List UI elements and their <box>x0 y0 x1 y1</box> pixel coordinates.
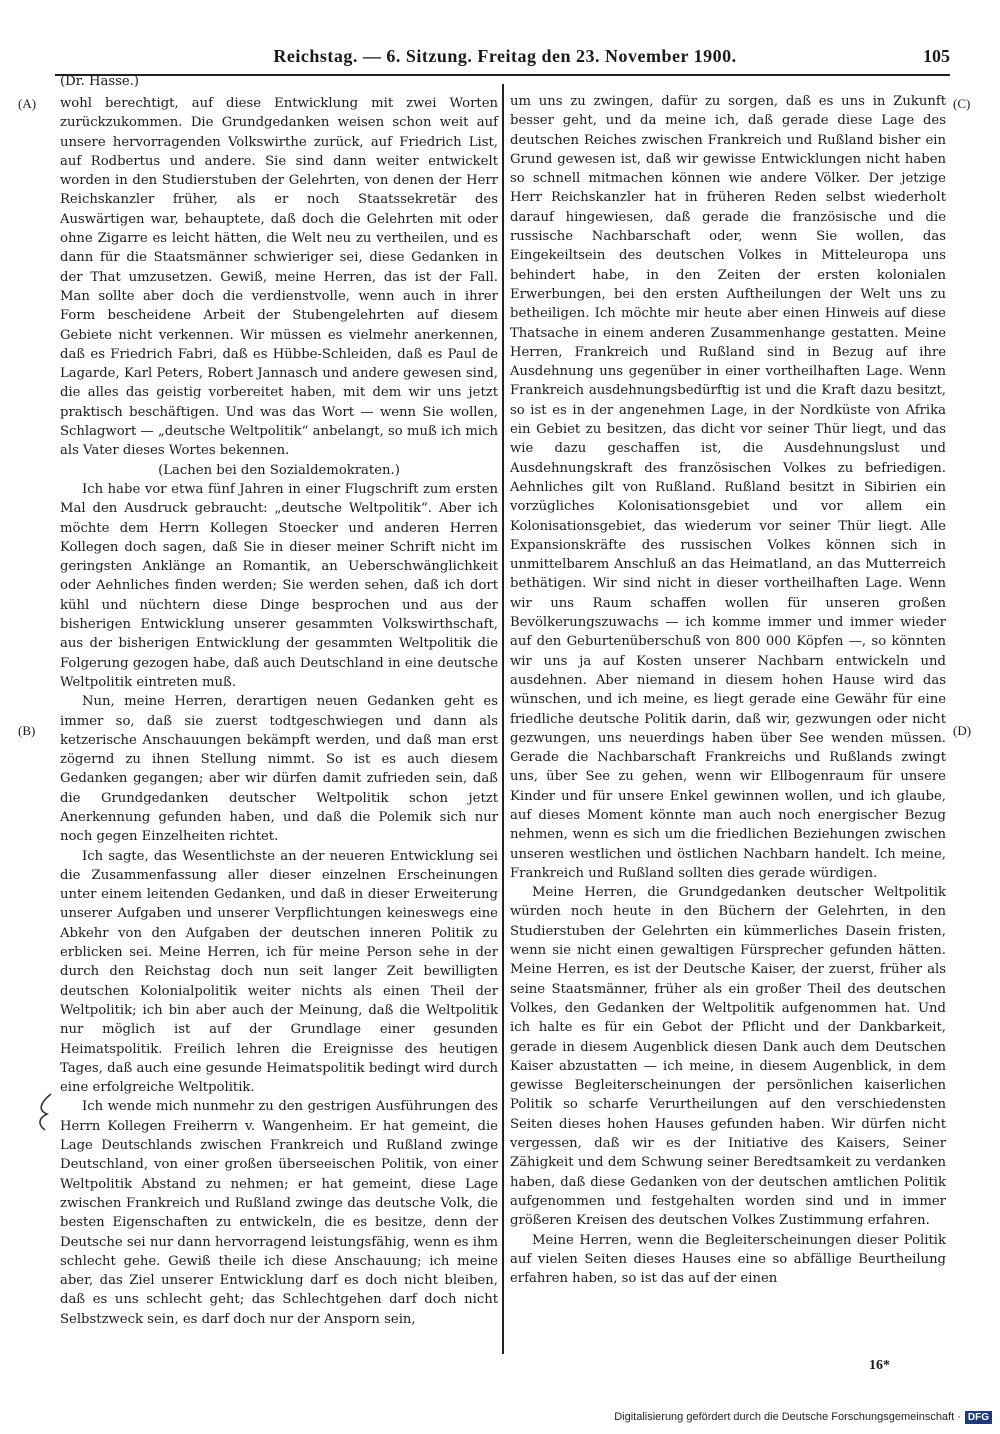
footer-text: Digitalisierung gefördert durch die Deutsche Forschungsgemeinschaft · <box>614 1411 961 1423</box>
signature-mark: 16* <box>869 1358 890 1373</box>
dfg-logo: DFG <box>965 1411 992 1424</box>
paragraph: Ich habe vor etwa fünf Jahren in einer Flugschrift zum ersten Mal den Ausdruck gebraucht: „deutsche Weltpolitik“. Aber ich möchte dem Herrn Kollegen Stoecker und anderen Herren Kollegen doch sagen, daß Sie in dieser meiner Schrift nicht im geringsten Anklänge an Romantik, an Ueberschwänglichkeit oder Aehnliches finden werden; Sie werden sehen, daß ich dort kühl und nüchtern diese Dinge besprochen und aus der bisherigen Entwicklung unserer gesammten Volkswirthschaft, aus der bisherigen Entwicklung der gesammten Weltpolitik die Folgerung gezogen habe, daß auch Deutschland in eine deutsche Weltpolitik eintreten muß. <box>60 481 498 690</box>
header-rule <box>55 74 950 76</box>
paragraph: um uns zu zwingen, dafür zu sorgen, daß es uns in Zukunft besser geht, und da meine ich, daß gerade diese Lage des deutschen Reiches zwischen Frankreich und Rußland bisher ein Grund gewesen ist, daß wir gewisse Entwicklungen nicht haben so schnell mitmachen können wie andere Völker. Der jetzige Herr Reichskanzler hat in früheren Reden selbst wiederholt darauf hingewiesen, daß gerade die französische und die russische Nachbarschaft oder, wenn Sie wollen, das Eingekeiltsein des deutschen Volkes in Mitteleuropa uns behindert habe, in den Zeiten der ersten kolonialen Erwerbungen, bei den ersten Auftheilungen der Welt uns zu betheiligen. Ich möchte mir heute aber einen Hinweis auf diese Thatsache in einem anderen Zusammenhange gestatten. Meine Herren, Frankreich und Rußland sind in Bezug auf ihre Ausdehnung uns gegenüber in einer vortheilhaften Lage. Wenn Frankreich ausdehnungsbedürftig ist und die Kraft dazu besitzt, so ist es in der angenehmen Lage, in der Nordküste von Afrika ein Gebiet zu besitzen, das dicht vor seiner Thür liegt, und das wie dazu geschaffen ist, die Ausdehnungslust und Ausdehnungskraft des französischen Volkes zu befriedigen. Aehnliches gilt von Rußland. Rußland besitzt in Sibirien ein vorzügliches Kolonisationsgebiet und vor allem ein Kolonisationsgebiet, das wiederum vor seiner Thür liegt. Alle Expansionskräfte des russischen Volkes können sich in unmittelbarem Anschluß an das Heimatland, an das Mutterreich bethätigen. Wir sind nicht in dieser vortheilhaften Lage. Wenn wir uns Raum schaffen wollen für unseren großen Bevölkerungszuwachs — ich komme immer und immer wieder auf den Geburtenüberschuß von 800 000 Köpfen —, so könnten wir uns ja auf Kosten unserer Nachbarn entwickeln und ausdehnen. Aber niemand in diesem hohen Hause wird das wünschen, und ich meine, es liegt gerade eine Gewähr für eine friedliche deutsche Politik darin, daß wir, gezwungen oder nicht gezwungen, uns neuerdings haben über See wenden müssen. Gerade die Nachbarschaft Frankreichs und Rußlands zwingt uns, über See zu gehen, wenn wir Ellbogenraum für unsere Kinder und für unsere Enkel gewinnen wollen, und ich glaube, auf dieses Moment könnte man auch noch energischer Bezug nehmen, wenn es sich um die friedlichen Beziehungen zwischen unseren westlichen und östlichen Nachbarn handelt. Ich meine, Frankreich und Rußland sollten dies gerade würdigen. <box>510 94 946 881</box>
margin-marker-b: (B) <box>18 723 36 738</box>
paragraph: wohl berechtigt, auf diese Entwicklung mit zwei Worten zurückzukommen. Die Grundgedanken weisen schon weit auf unsere hervorragenden Volkswirthe zurück, auf Friedrich List, auf Rodbertus und andere. Sie sind dann weiter entwickelt worden in den Studierstuben der Gelehrten, von denen der Herr Reichskanzler früher, als er noch Staatssekretär des Auswärtigen war, behauptete, daß doch die Gelehrten mit oder ohne Zigarre es leicht hätten, die Welt neu zu vertheilen, und es dann für die Staatsmänner schwieriger sei, diese Gedanken in der That umzusetzen. Gewiß, meine Herren, das ist der Fall. Man sollte aber doch die verdienstvolle, wenn auch in ihrer Form bescheidene Arbeit der Stubengelehrten auf diesem Gebiete nicht verkennen. Wir müssen es vielmehr anerkennen, daß es Friedrich Fabri, daß es Hübbe-Schleiden, daß es Paul de Lagarde, Karl Peters, Robert Jannasch und andere gewesen sind, die alles das geistig vorbereitet haben, mit dem wir uns jetzt praktisch beschäftigen. Und was das Wort — wenn Sie wollen, Schlagwort — „deutsche Weltpolitik“ anbelangt, so muß ich mich als Vater dieses Wortes bekennen. <box>60 96 498 459</box>
paragraph: Ich sagte, das Wesentlichste an der neueren Entwicklung sei die Zusammenfassung aller dieser einzelnen Erscheinungen unter einem leitenden Gedanken, und daß in dieser Erweiterung unserer Aufgaben und unserer Verpflichtungen keineswegs eine Abkehr von den Aufgaben der deutschen inneren Politik zu erblicken sei. Meine Herren, ich für meine Person sehe in der durch den Reichstag doch nun seit langer Zeit bewilligten deutschen Kolonialpolitik weiter nichts als einen Theil der Weltpolitik; ich bin aber auch der Meinung, daß die Weltpolitik nur möglich ist auf der Grundlage einer gesunden Heimatspolitik. Freilich lehren die Ereignisse des heutigen Tages, daß auch eine gesunde Heimatspolitik bedingt wird durch eine erfolgreiche Weltpolitik. <box>60 848 498 1096</box>
running-title: Reichstag. — 6. Sitzung. Freitag den 23. November 1900. <box>273 46 737 66</box>
footer-credit <box>614 1411 992 1424</box>
margin-marker-c: (C) <box>953 96 971 111</box>
column-divider <box>502 84 504 1354</box>
paragraph: Meine Herren, wenn die Begleiterscheinungen dieser Politik auf vielen Seiten dieses Hauses eine so abfällige Beurtheilung erfahren haben, so ist das auf der einen <box>510 1232 946 1287</box>
margin-marker-a: (A) <box>18 96 37 111</box>
margin-marker-d: (D) <box>953 723 972 738</box>
pencil-margin-mark <box>33 1092 55 1132</box>
paragraph: Meine Herren, die Grundgedanken deutscher Weltpolitik würden noch heute in den Büchern der Gelehrten, in den Studierstuben der Gelehrten ein kümmerliches Dasein fristen, wenn sie nicht einen gewaltigen Fürsprecher gefunden hätten. Meine Herren, es ist der Deutsche Kaiser, der zuerst, früher als seine Staatsmänner, früher als ein großer Theil des deutschen Volkes, den Gedanken der Weltpolitik aufgenommen hat. Und ich halte es für ein Gebot der Pflicht und der Dankbarkeit, gerade in diesem Augenblick diesen Dank auch dem Deutschen Kaiser abzustatten — ich meine, in diesem Augenblick, in dem gewisse Begleiterscheinungen der persönlichen kaiserlichen Politik so scharfe Verurtheilungen auf den verschiedensten Seiten dieses hohen Hauses gefunden haben. Wir dürfen nicht vergessen, daß wir es der Initiative des Kaisers, Seiner Zähigkeit und dem Schwung seiner Beredtsamkeit zu verdanken haben, daß diese Gedanken von der deutschen amtlichen Politik aufgenommen und festgehalten worden sind und in immer größeren Kreisen des deutschen Volkes Zustimmung erfahren. <box>510 885 946 1229</box>
interjection: (Lachen bei den Sozialdemokraten.) <box>158 462 400 478</box>
paragraph: Ich wende mich nunmehr zu den gestrigen Ausführungen des Herrn Kollegen Freiherrn v. Wangenheim. Er hat gemeint, die Lage Deutschlands zwischen Frankreich und Rußland zwinge Deutschland, von einer großen überseeischen Politik, von einer Weltpolitik Abstand zu nehmen; er hat gemeint, diese Lage zwischen Frankreich und Rußland zwinge das deutsche Volk, die besten Eigenschaften zu entwickeln, die es besitze, denn der Deutsche sei nur dann hervorragend leistungsfähig, wenn es ihm schlecht gehe. Gewiß theile ich diese Anschauung; ich meine aber, das Ziel unserer Entwicklung darf es doch nicht bleiben, daß es uns schlecht geht; das Schlechtgehen darf doch nicht Selbstzweck sein, es darf doch nur der Ansporn sein, <box>60 1099 498 1327</box>
speaker-name: (Dr. Hasse.) <box>60 74 139 89</box>
right-column <box>510 92 946 1288</box>
page-header <box>60 46 950 70</box>
page-number: 105 <box>923 46 950 66</box>
paragraph: Nun, meine Herren, derartigen neuen Gedanken geht es immer so, daß sie zuerst todtgeschwiegen und dann als ketzerische Anschauungen bekämpft werden, und daß man erst zögernd zu ihnen Stellung nimmt. So ist es auch diesem Gedanken gegangen; aber wir dürfen damit zufrieden sein, daß die Grundgedanken deutscher Weltpolitik schon jetzt Anerkennung gefunden haben, und daß die Polemik sich nur noch gegen Einzelheiten richtet. <box>60 694 498 845</box>
left-column <box>60 80 498 1329</box>
